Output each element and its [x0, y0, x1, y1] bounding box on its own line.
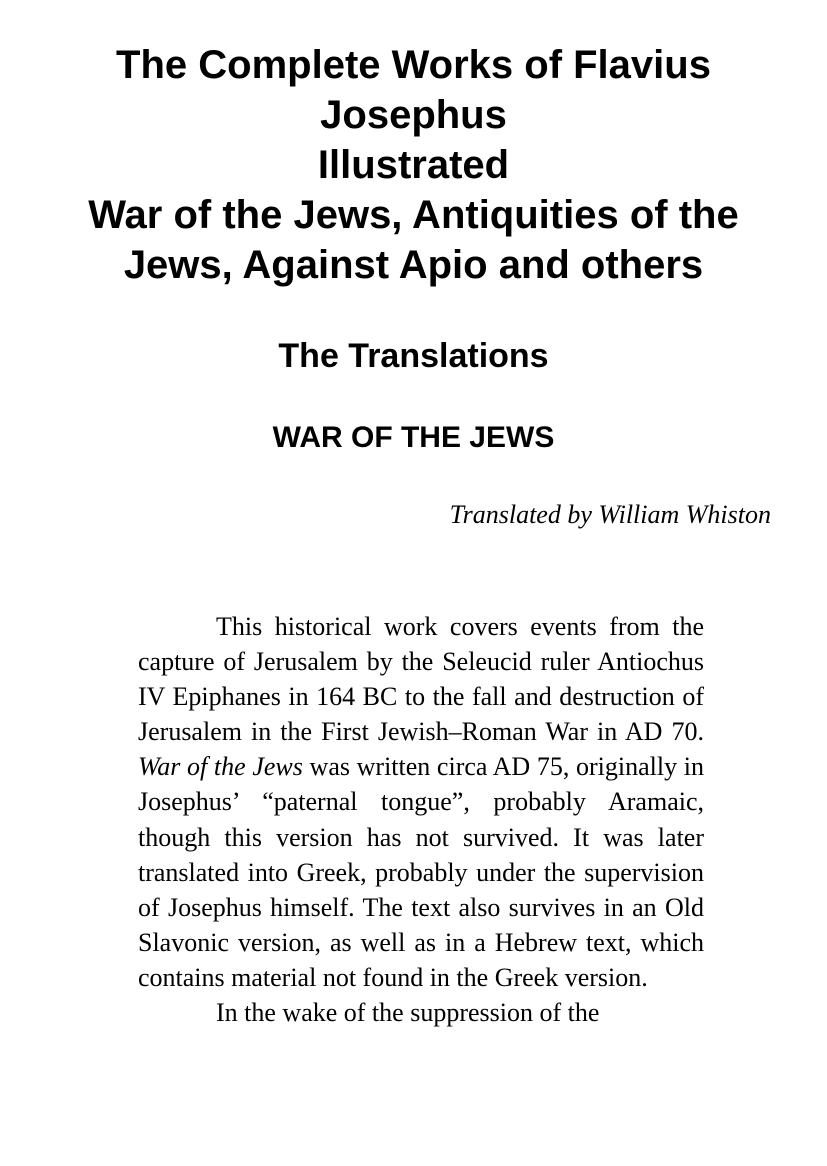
book-title-line: Illustrated: [317, 143, 510, 187]
paragraph-text: This historical work covers events from the capture of Jerusalem by the Seleucid ruler Antiochus IV Epiphanes in 164 BC to the fall and destruction of Jerusalem in the First Jewish–Roman War in AD 70.: [138, 612, 704, 747]
book-title-line: Josephus: [320, 93, 507, 137]
translator-byline: Translated by William Whiston: [449, 500, 771, 529]
body-text: [138, 609, 704, 1030]
paragraph: In the wake of the suppression of the: [216, 998, 600, 1028]
book-title-line: Jews, Against Apio and others: [123, 243, 704, 287]
italic-work-title: War of the Jews: [138, 752, 303, 782]
book-title-line: The Complete Works of Flavius: [116, 43, 711, 87]
book-title-line: War of the Jews, Antiquities of the: [88, 193, 739, 237]
work-heading: WAR OF THE JEWS: [272, 421, 555, 454]
section-heading: The Translations: [278, 337, 549, 375]
paragraph: [138, 609, 704, 995]
paragraph-text: was written circa AD 75, originally in Josephus’ “paternal tongue”, probably Aramaic, though this version has not survived. It was later translated into Greek, probably under the supervision of Josephus himself. The text also survives in an Old Slavonic version, as well as in a Hebrew text, which contains material not found in the Greek version.: [138, 752, 704, 992]
book-title: [30, 40, 797, 290]
